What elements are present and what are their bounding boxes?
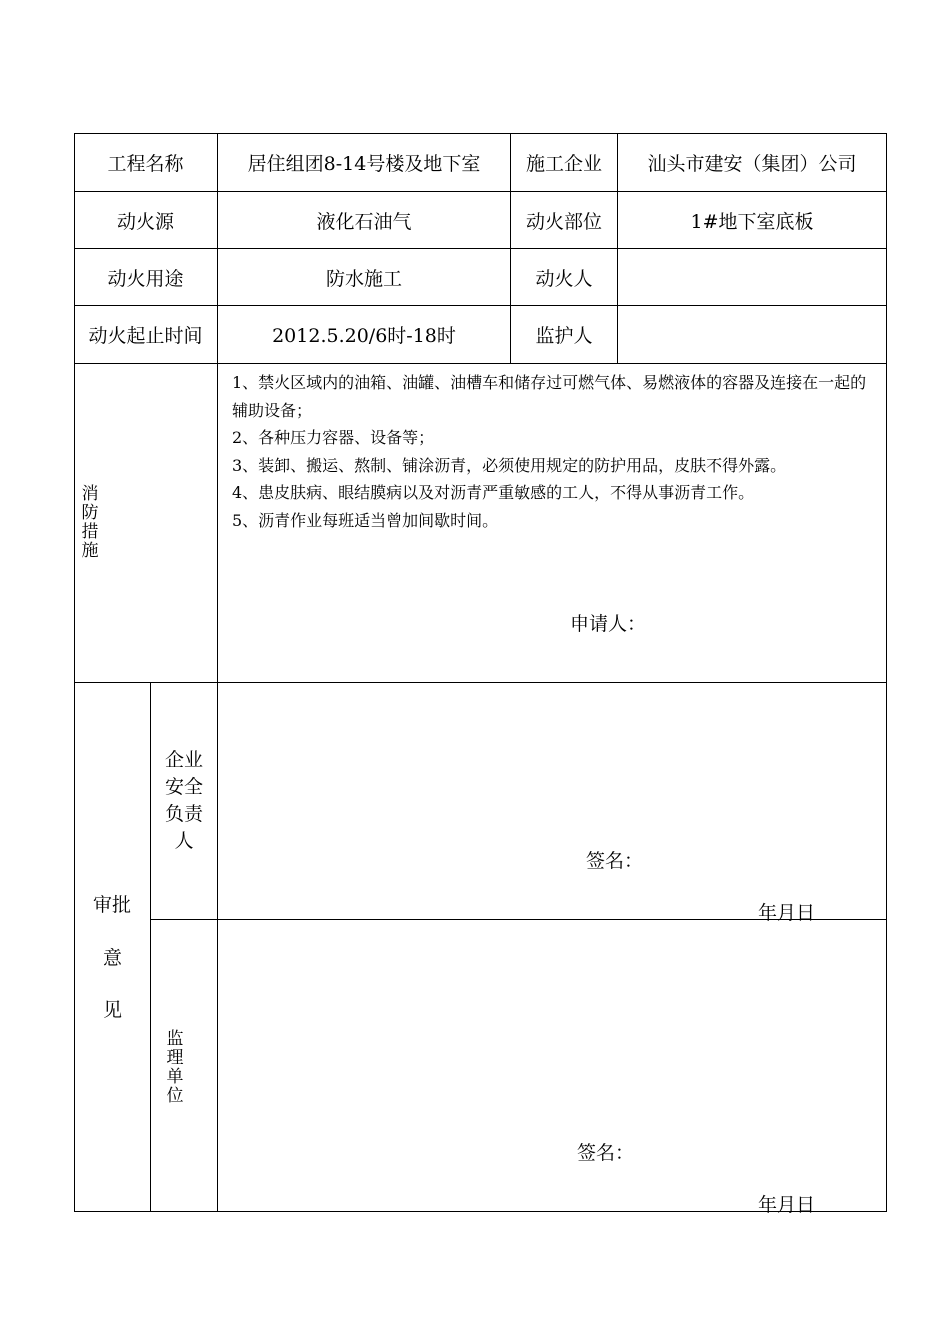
company-label: 施工企业	[525, 152, 602, 175]
measures-label: 消防措施	[81, 484, 99, 561]
enterprise-sign-label: 签名：	[586, 850, 644, 872]
measure-item: 1、禁火区域内的油箱、油罐、油槽车和储存过可燃气体、易燃液体的容器及连接在一起的辅助设备；	[232, 373, 867, 420]
guardian-value[interactable]	[618, 306, 886, 363]
row-divider	[74, 682, 887, 683]
fire-person-label: 动火人	[535, 267, 593, 290]
supervision-label: 监理单位	[166, 1029, 184, 1106]
measure-item: 5、沥青作业每班适当曾加间歇时间。	[232, 510, 499, 530]
measure-item: 4、患皮肤病、眼结膜病以及对沥青严重敏感的工人，不得从事沥青工作。	[232, 483, 755, 502]
fire-permit-form	[74, 133, 887, 1216]
guardian-label: 监护人	[535, 325, 593, 347]
fire-time-value: 2012.5.20/6时-18时	[272, 325, 456, 347]
supervision-sign-label: 签名：	[577, 1142, 635, 1164]
column-divider	[150, 682, 151, 1212]
measures-list	[232, 369, 882, 534]
fire-location-label: 动火部位	[525, 210, 602, 233]
approval-label-line2: 意	[103, 947, 123, 969]
fire-source-label: 动火源	[116, 210, 174, 233]
row-divider	[74, 363, 887, 364]
measure-item: 2、各种压力容器、设备等；	[232, 428, 435, 447]
supervision-date-label: 年月日	[758, 1194, 816, 1216]
fire-source-value: 液化石油气	[316, 210, 412, 233]
fire-purpose-value: 防水施工	[325, 267, 402, 290]
company-value: 汕头市建安（集团）公司	[647, 152, 857, 175]
measure-item: 3、装卸、搬运、熬制、铺涂沥青，必须使用规定的防护用品，皮肤不得外露。	[232, 455, 787, 475]
enterprise-safety-label: 企业安全负责人	[164, 749, 203, 852]
fire-purpose-label: 动火用途	[107, 267, 184, 290]
applicant-label: 申请人：	[570, 613, 647, 635]
project-value: 居住组团8-14号楼及地下室	[247, 152, 481, 175]
border-right	[886, 133, 887, 1212]
enterprise-date-label: 年月日	[758, 902, 816, 924]
fire-time-label: 动火起止时间	[88, 325, 203, 347]
fire-location-value: 1#地下室底板	[690, 210, 814, 233]
fire-person-value[interactable]	[618, 249, 886, 305]
project-label: 工程名称	[107, 152, 184, 175]
approval-label-line3: 见	[103, 999, 123, 1021]
approval-label-line1: 审批	[93, 894, 132, 916]
